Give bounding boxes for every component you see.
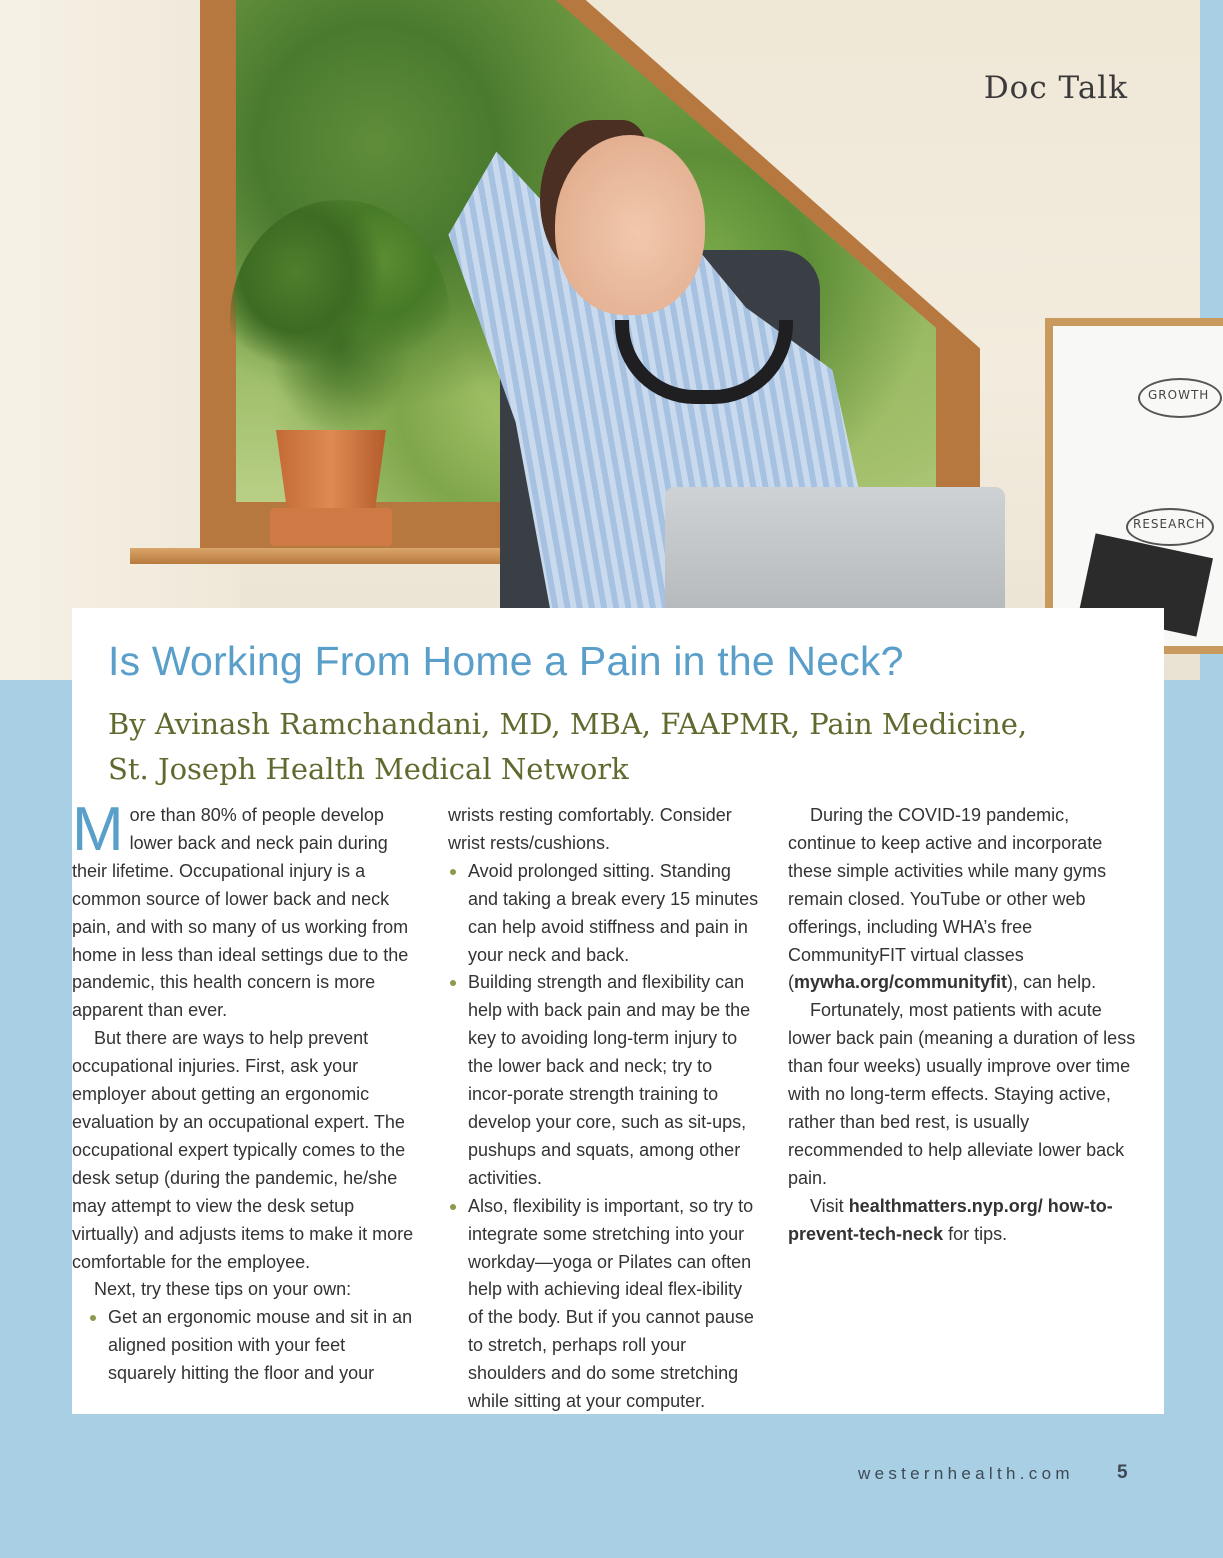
list-item-text: wrists resting comfortably. Consider wrist rests/cushions. (448, 805, 732, 853)
column-1 (72, 795, 414, 1388)
laptop (665, 487, 1005, 627)
list-item-continued (448, 802, 760, 858)
list-item (88, 1304, 414, 1388)
list-item (448, 969, 760, 1192)
list-item (448, 1193, 760, 1416)
bullet-icon (450, 869, 456, 875)
paragraph-text: for tips. (943, 1223, 1008, 1244)
byline (108, 702, 1138, 792)
paragraph-text: ), can help. (1007, 972, 1097, 993)
list-item-text: Avoid prolonged sitting. Standing and taking a break every 15 minutes can help avoid stiffness and pain in your neck and back. (468, 860, 759, 965)
pot-saucer (270, 508, 392, 546)
tips-list (88, 1304, 414, 1388)
list-item-text: Get an ergonomic mouse and sit in an aligned position with your feet squarely hitting the floor and your (108, 1307, 413, 1384)
list-item-text: Also, flexibility is important, so try to integrate some stretching into your workday—yoga or Pilates can often help with achieving ideal flex-ibility of the body. But if you cannot pause to stretch, perhaps roll your shoulders and do some stretching while sitting at your computer. (468, 1195, 754, 1412)
list-item-text: Building strength and flexibility can help with back pain and may be the key to avoiding long-term injury to the lower back and neck; try to incor-porate strength training to develop your core, such as sit-ups, pushups and squats, among other activities. (468, 972, 751, 1188)
footer-website: westernhealth.com (858, 1464, 1074, 1483)
whiteboard-word: GROWTH (1148, 388, 1210, 402)
woman-head (555, 135, 705, 315)
drop-cap: M (72, 795, 124, 864)
bullet-icon (450, 1204, 456, 1210)
community-fit-link[interactable]: mywha.org/communityfit (794, 972, 1008, 993)
paragraph: But there are ways to help prevent occupational injuries. First, ask your employer about getting an ergonomic evaluation by an occupational expert. The occupational expert typically comes to the desk setup (during the pandemic, he/she may attempt to view the desk setup virtually) and adjusts items to make it more comfortable for the employee. (72, 1028, 414, 1272)
paragraph (788, 1193, 1138, 1249)
section-label: Doc Talk (983, 70, 1128, 106)
paragraph-text: ore than 80% of people develop lower back and neck pain during their lifetime. Occupational injury is a common source of lower back and neck pain, and with so many of us working from home in less than ideal settings due to the pandemic, this health concern is more apparent than ever. (72, 805, 409, 1021)
paragraph-text: During the COVID-19 pandemic, continue to keep active and incorporate these simple activities while many gyms remain closed. YouTube or other web offerings, including WHA’s free CommunityFIT virtual classes ( (788, 805, 1107, 993)
jade-plant (230, 200, 450, 440)
paragraph: Next, try these tips on your own: (94, 1279, 352, 1300)
bullet-icon (450, 980, 456, 986)
byline-line: By Avinash Ramchandani, MD, MBA, FAAPMR, Pain Medicine, (108, 707, 1028, 741)
paragraph: Fortunately, most patients with acute lower back pain (meaning a duration of less than four weeks) usually improve over time with no long-term effects. Staying active, rather than bed rest, is usually recommended to help alleviate lower back pain. (788, 1000, 1136, 1188)
paragraph (72, 795, 414, 1025)
page-number: 5 (1117, 1462, 1128, 1483)
column-3 (788, 802, 1138, 1249)
byline-line: St. Joseph Health Medical Network (108, 752, 629, 786)
article-title: Is Working From Home a Pain in the Neck? (108, 638, 904, 684)
whiteboard-word: RESEARCH (1133, 517, 1206, 531)
tips-list (448, 802, 760, 1416)
paragraph (788, 802, 1138, 997)
column-2 (448, 802, 760, 1416)
article-card (72, 608, 1164, 1414)
paragraph-text: Visit (810, 1195, 849, 1216)
health-matters-link[interactable]: healthmatters.nyp.org/ how-to-prevent-tech-neck (788, 1195, 1113, 1244)
bullet-icon (90, 1315, 96, 1321)
list-item (448, 858, 760, 970)
